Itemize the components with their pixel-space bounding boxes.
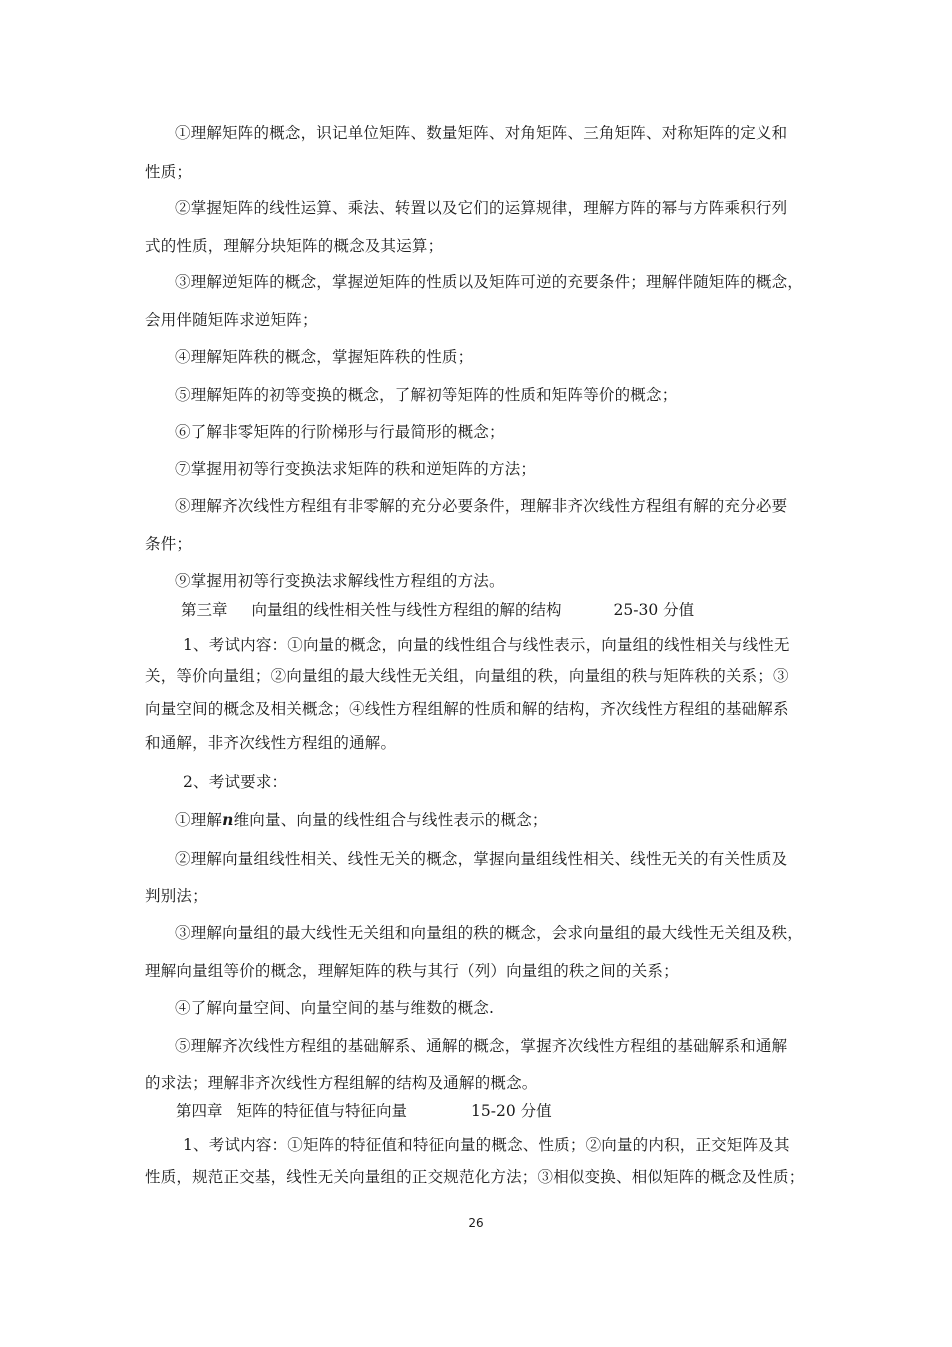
chapter3-name: 第三章 — [181, 601, 228, 619]
text-fragment: 维向量、向量的线性组合与线性表示的概念； — [233, 811, 548, 829]
chapter4-name: 第四章 — [176, 1102, 223, 1120]
text-line: ①理解矩阵的概念，识记单位矩阵、数量矩阵、对角矩阵、三角矩阵、对称矩阵的定义和 — [175, 124, 788, 142]
text-line: 关，等价向量组；②向量组的最大线性无关组，向量组的秩，向量组的秩与矩阵秩的关系；③ — [145, 667, 789, 685]
text-line: 1、考试内容：①矩阵的特征值和特征向量的概念、性质；②向量的内积，正交矩阵及其 — [183, 1136, 790, 1154]
text-line: ⑥了解非零矩阵的行阶梯形与行最简形的概念； — [175, 423, 505, 441]
text-line: ④理解矩阵秩的概念，掌握矩阵秩的性质； — [175, 348, 474, 366]
text-line: ③理解向量组的最大线性无关组和向量组的秩的概念，会求向量组的最大线性无关组及秩， — [175, 924, 804, 942]
text-line: 性质； — [145, 163, 193, 181]
chapter4-score: 15-20 分值 — [471, 1102, 552, 1120]
text-line: ⑦掌握用初等行变换法求矩阵的秩和逆矩阵的方法； — [175, 460, 537, 478]
text-line: 会用伴随矩阵求逆矩阵； — [145, 311, 318, 329]
text-line: ⑧理解齐次线性方程组有非零解的充分必要条件，理解非齐次线性方程组有解的充分必要 — [175, 497, 788, 515]
text-line: 2、考试要求： — [183, 773, 288, 791]
chapter4-heading — [176, 1101, 552, 1121]
text-line: 判别法； — [145, 887, 208, 905]
text-line: 条件； — [145, 535, 193, 553]
text-line: ⑤理解齐次线性方程组的基础解系、通解的概念，掌握齐次线性方程组的基础解系和通解 — [175, 1037, 788, 1055]
text-line: ②理解向量组线性相关、线性无关的概念，掌握向量组线性相关、线性无关的有关性质及 — [175, 850, 788, 868]
text-line: ③理解逆矩阵的概念，掌握逆矩阵的性质以及矩阵可逆的充要条件；理解伴随矩阵的概念， — [175, 273, 804, 291]
chapter3-heading — [181, 600, 694, 620]
text-line-with-math — [175, 810, 548, 830]
text-line: 式的性质，理解分块矩阵的概念及其运算； — [145, 237, 444, 255]
chapter4-title: 矩阵的特征值与特征向量 — [236, 1102, 408, 1120]
page-number: 26 — [468, 1216, 484, 1230]
text-line: 向量空间的概念及相关概念；④线性方程组解的性质和解的结构，齐次线性方程组的基础解系 — [145, 700, 789, 718]
text-line: 和通解，非齐次线性方程组的通解。 — [145, 734, 397, 752]
text-line: 1、考试内容：①向量的概念，向量的线性组合与线性表示，向量组的线性相关与线性无 — [183, 636, 790, 654]
text-line: 的求法；理解非齐次线性方程组解的结构及通解的概念。 — [145, 1074, 538, 1092]
text-line: ④了解向量空间、向量空间的基与维数的概念. — [175, 999, 495, 1017]
math-variable: n — [222, 810, 234, 829]
chapter3-score: 25-30 分值 — [613, 601, 695, 619]
chapter3-title: 向量组的线性相关性与线性方程组的解的结构 — [251, 601, 562, 619]
text-fragment: ①理解 — [175, 811, 223, 829]
text-line: ⑨掌握用初等行变换法求解线性方程组的方法。 — [175, 572, 505, 590]
text-line: ②掌握矩阵的线性运算、乘法、转置以及它们的运算规律，理解方阵的幂与方阵乘积行列 — [175, 199, 788, 217]
text-line: ⑤理解矩阵的初等变换的概念，了解初等矩阵的性质和矩阵等价的概念； — [175, 386, 678, 404]
text-line: 理解向量组等价的概念，理解矩阵的秩与其行（列）向量组的秩之间的关系； — [145, 962, 679, 980]
text-line: 性质，规范正交基，线性无关向量组的正交规范化方法；③相似变换、相似矩阵的概念及性质； — [145, 1168, 805, 1186]
